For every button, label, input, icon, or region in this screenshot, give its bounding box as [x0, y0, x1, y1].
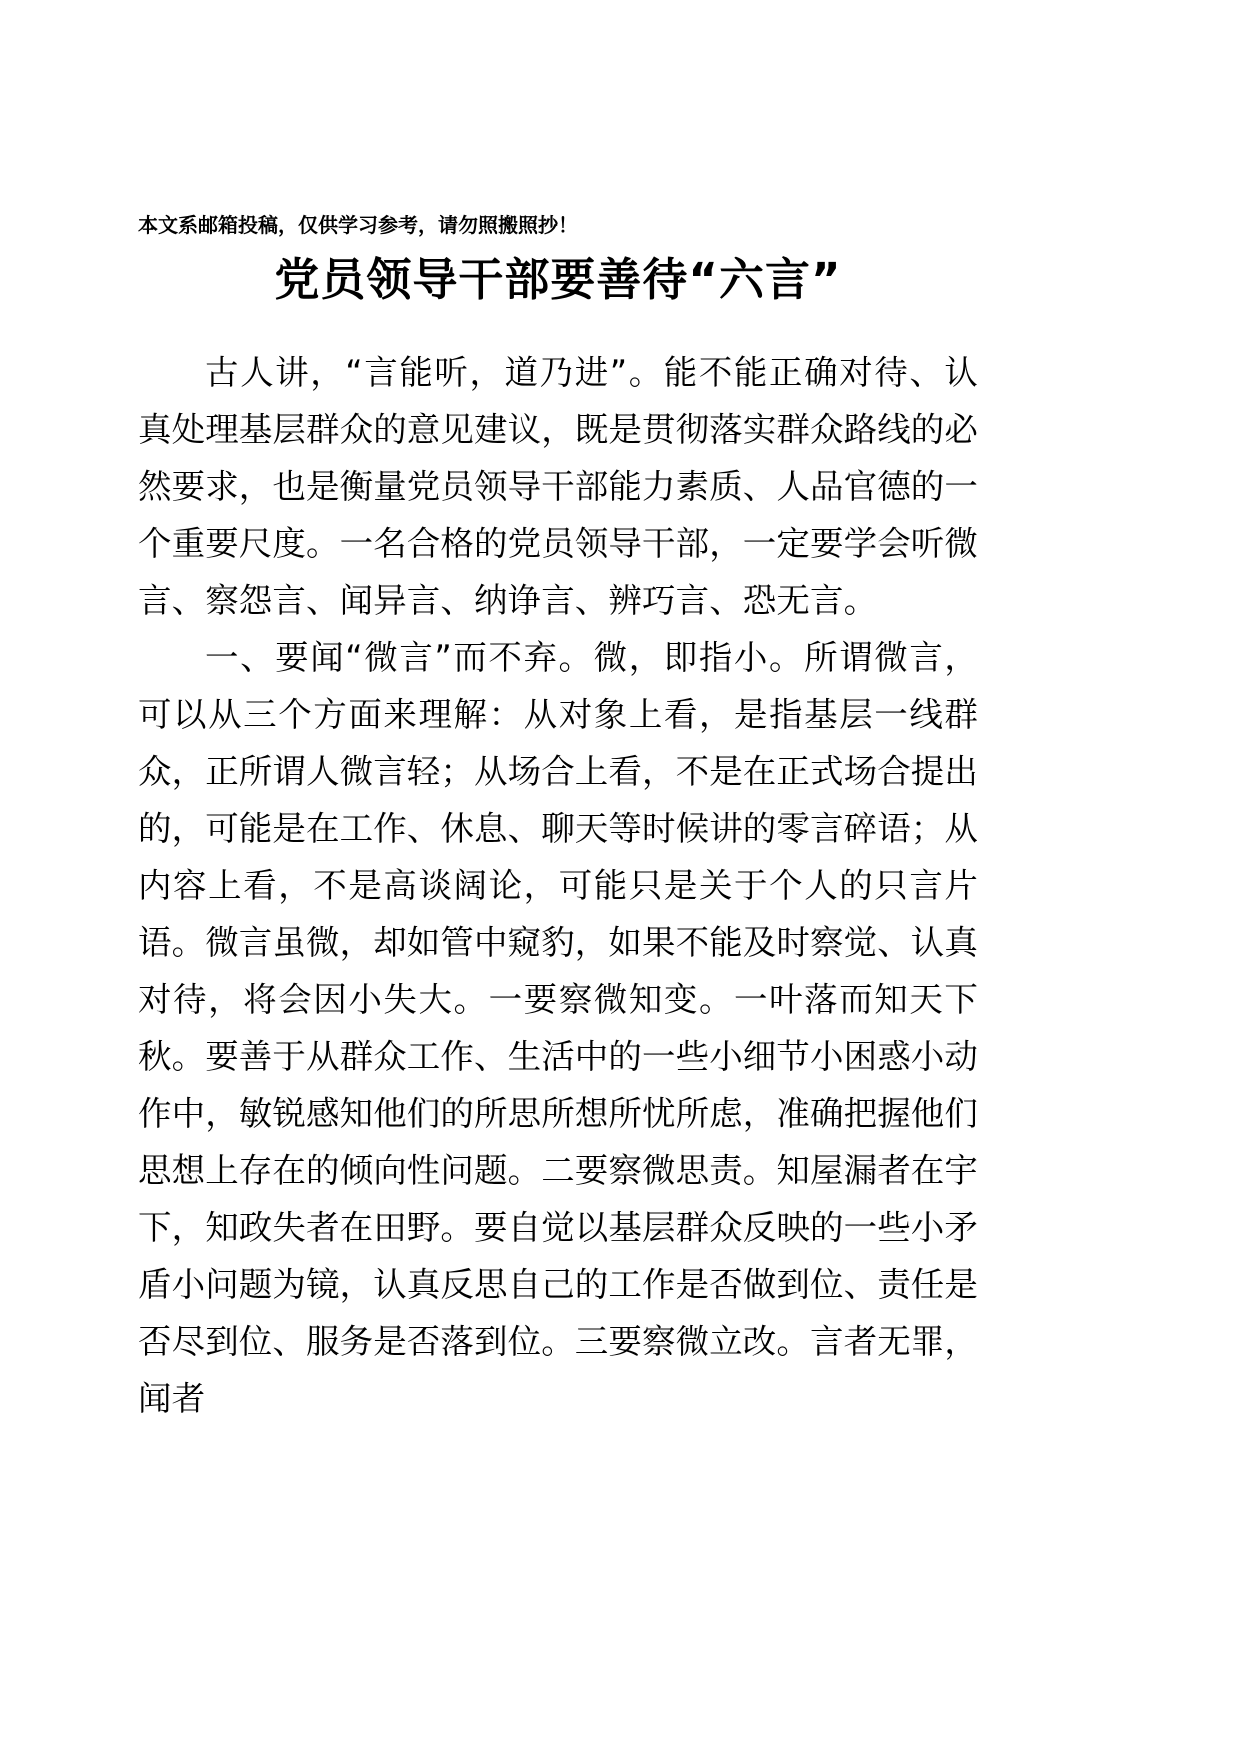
paragraph-section-one: 一、要闻“微言”而不弃。微，即指小。所谓微言，可以从三个方面来理解：从对象上看，是指基层一线群众，正所谓人微言轻；从场合上看，不是在正式场合提出的，可能是在工作、休息、聊天等时候讲的零言碎语；从内容上看，不是高谈阔论，可能只是关于个人的只言片语。微言虽微，却如管中窥豹，如果不能及时察觉、认真对待，将会因小失大。一要察微知变。一叶落而知天下秋。要善于从群众工作、生活中的一些小细节小困惑小动作中，敏锐感知他们的所思所想所忧所虑，准确把握他们思想上存在的倾向性问题。二要察微思责。知屋漏者在宇下，知政失者在田野。要自觉以基层群众反映的一些小矛盾小问题为镜，认真反思自己的工作是否做到位、责任是否尽到位、服务是否落到位。三要察微立改。言者无罪，闻者	[138, 638, 978, 1418]
document-body	[138, 344, 978, 1427]
document-content	[138, 0, 978, 1427]
page-title: 党员领导干部要善待“六言”	[274, 253, 842, 306]
submission-note: 本文系邮箱投稿，仅供学习参考，请勿照搬照抄！	[138, 213, 578, 237]
paragraph-intro: 古人讲，“言能听，道乃进”。能不能正确对待、认真处理基层群众的意见建议，既是贯彻落实群众路线的必然要求，也是衡量党员领导干部能力素质、人品官德的一个重要尺度。一名合格的党员领导干部，一定要学会听微言、察怨言、闻异言、纳诤言、辨巧言、恐无言。	[138, 353, 978, 620]
